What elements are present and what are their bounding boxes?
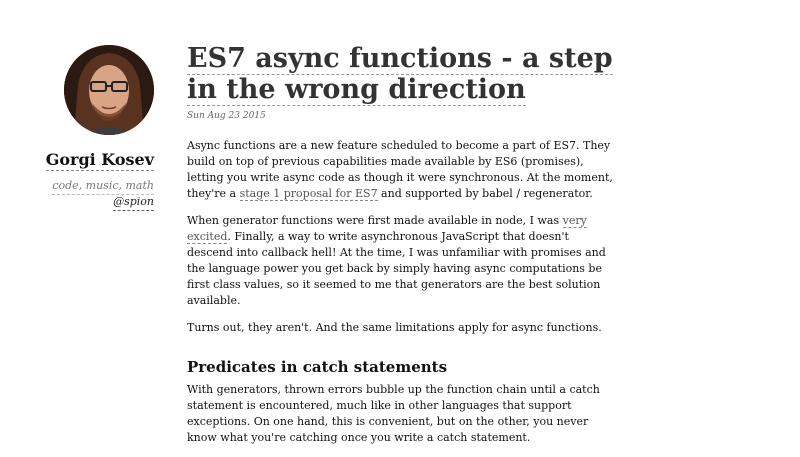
very-excited-link[interactable]: very excited bbox=[187, 214, 587, 243]
paragraph-text: When generator functions were first made available in node, I was bbox=[187, 214, 563, 227]
post-title-line-2[interactable]: in the wrong direction bbox=[187, 74, 526, 105]
post-body bbox=[187, 138, 615, 446]
article bbox=[187, 44, 615, 457]
author-avatar[interactable] bbox=[64, 45, 154, 135]
paragraph-intro bbox=[187, 138, 615, 202]
post-title[interactable] bbox=[187, 44, 615, 106]
section-heading: Predicates in catch statements bbox=[187, 358, 448, 376]
stage1-proposal-link[interactable]: stage 1 proposal for ES7 bbox=[239, 187, 378, 200]
paragraph-text: Async functions are a new feature scheduled to become a part of ES7. They build on top of previous capabilities made available by ES6 (promises), letting you write async code as though it were synchronous. At the moment, they're a bbox=[187, 139, 613, 200]
paragraph-conclusion: Turns out, they aren't. And the same limitations apply for async functions. bbox=[187, 321, 602, 334]
paragraph-text: and supported by babel / regenerator. bbox=[377, 187, 593, 200]
paragraph-predicates: With generators, thrown errors bubble up the function chain until a catch statement is encountered, much like in other languages that support exceptions. On one hand, this is convenient, but on the other, you never know what you're catching once you write a catch statement. bbox=[187, 383, 600, 444]
author-name-link[interactable]: Gorgi Kosev bbox=[45, 150, 154, 169]
author-twitter-link[interactable]: @spion bbox=[113, 194, 154, 211]
author-tagline-link[interactable]: code, music, math bbox=[52, 178, 154, 195]
paragraph-text: . Finally, a way to write asynchronous JavaScript that doesn't descend into callback hell! At the time, I was unfamiliar with promises and the language power you get back by simply having async computations be first class values, so it seemed to me that generators are the best solution available. bbox=[187, 230, 606, 307]
paragraph-generators bbox=[187, 213, 615, 309]
post-title-line-1[interactable]: ES7 async functions - a step bbox=[187, 43, 613, 74]
post-date: Sun Aug 23 2015 bbox=[187, 111, 266, 121]
